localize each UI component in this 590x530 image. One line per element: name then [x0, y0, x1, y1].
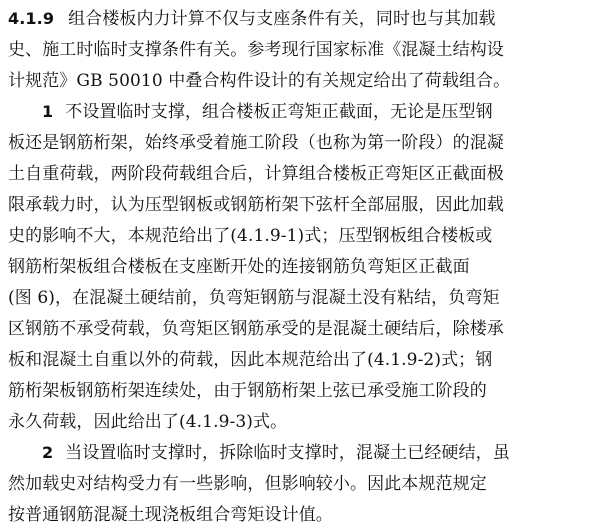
section-number: 4.1.9 [8, 9, 55, 28]
item-1-text-line: 钢筋桁架板组合楼板在支座断开处的连接钢筋负弯矩区正截面 [8, 257, 470, 277]
item-1-text-line: 板和混凝土自重以外的荷载，因此本规范给出了(4.1.9-2)式；钢 [8, 350, 493, 370]
item-1-text-line: 不设置临时支撑，组合楼板正弯矩正截面，无论是压型钢 [65, 102, 493, 122]
item-1-text-line: (图 6)，在混凝土硬结前，负弯矩钢筋与混凝土没有粘结，负弯矩 [8, 288, 500, 308]
section-first-line [8, 4, 590, 34]
item-1-text-line: 板还是钢筋桁架，始终承受着施工阶段（也称为第一阶段）的混凝 [8, 133, 504, 153]
item-1-text-line: 永久荷载，因此给出了(4.1.9-3)式。 [8, 412, 288, 432]
item-2-text-line: 然加载史对结构受力有一些影响，但影响较小。因此本规范规定 [8, 474, 487, 494]
item-2-number: 2 [42, 443, 54, 462]
section-text-line: 计规范》GB 50010 中叠合构件设计的有关规定给出了荷载组合。 [8, 71, 511, 91]
item-2-first-line [42, 438, 590, 468]
item-1-text-line: 筋桁架板钢筋桁架连续处，由于钢筋桁架上弦已承受施工阶段的 [8, 381, 487, 401]
item-1-text-line: 史的影响不大，本规范给出了(4.1.9-1)式；压型钢板组合楼板或 [8, 226, 493, 246]
item-1-first-line [42, 97, 590, 127]
section-text-line: 史、施工时临时支撑条件有关。参考现行国家标准《混凝土结构设 [8, 40, 504, 60]
item-2-text-line: 按普通钢筋混凝土现浇板组合弯矩设计值。 [8, 505, 333, 525]
item-2-text-line: 当设置临时支撑时，拆除临时支撑时，混凝土已经硬结，虽 [65, 443, 510, 463]
section-text-line: 组合楼板内力计算不仅与支座条件有关，同时也与其加载 [68, 9, 496, 29]
item-1-text-line: 限承载力时，认为压型钢板或钢筋桁架下弦杆全部屈服，因此加载 [8, 195, 504, 215]
item-1-text-line: 区钢筋不承受荷载，负弯矩区钢筋承受的是混凝土硬结后，除楼承 [8, 319, 504, 339]
item-1-number: 1 [42, 102, 54, 121]
item-1-text-line: 土自重荷载，两阶段荷载组合后，计算组合楼板正弯矩区正截面极 [8, 164, 504, 184]
